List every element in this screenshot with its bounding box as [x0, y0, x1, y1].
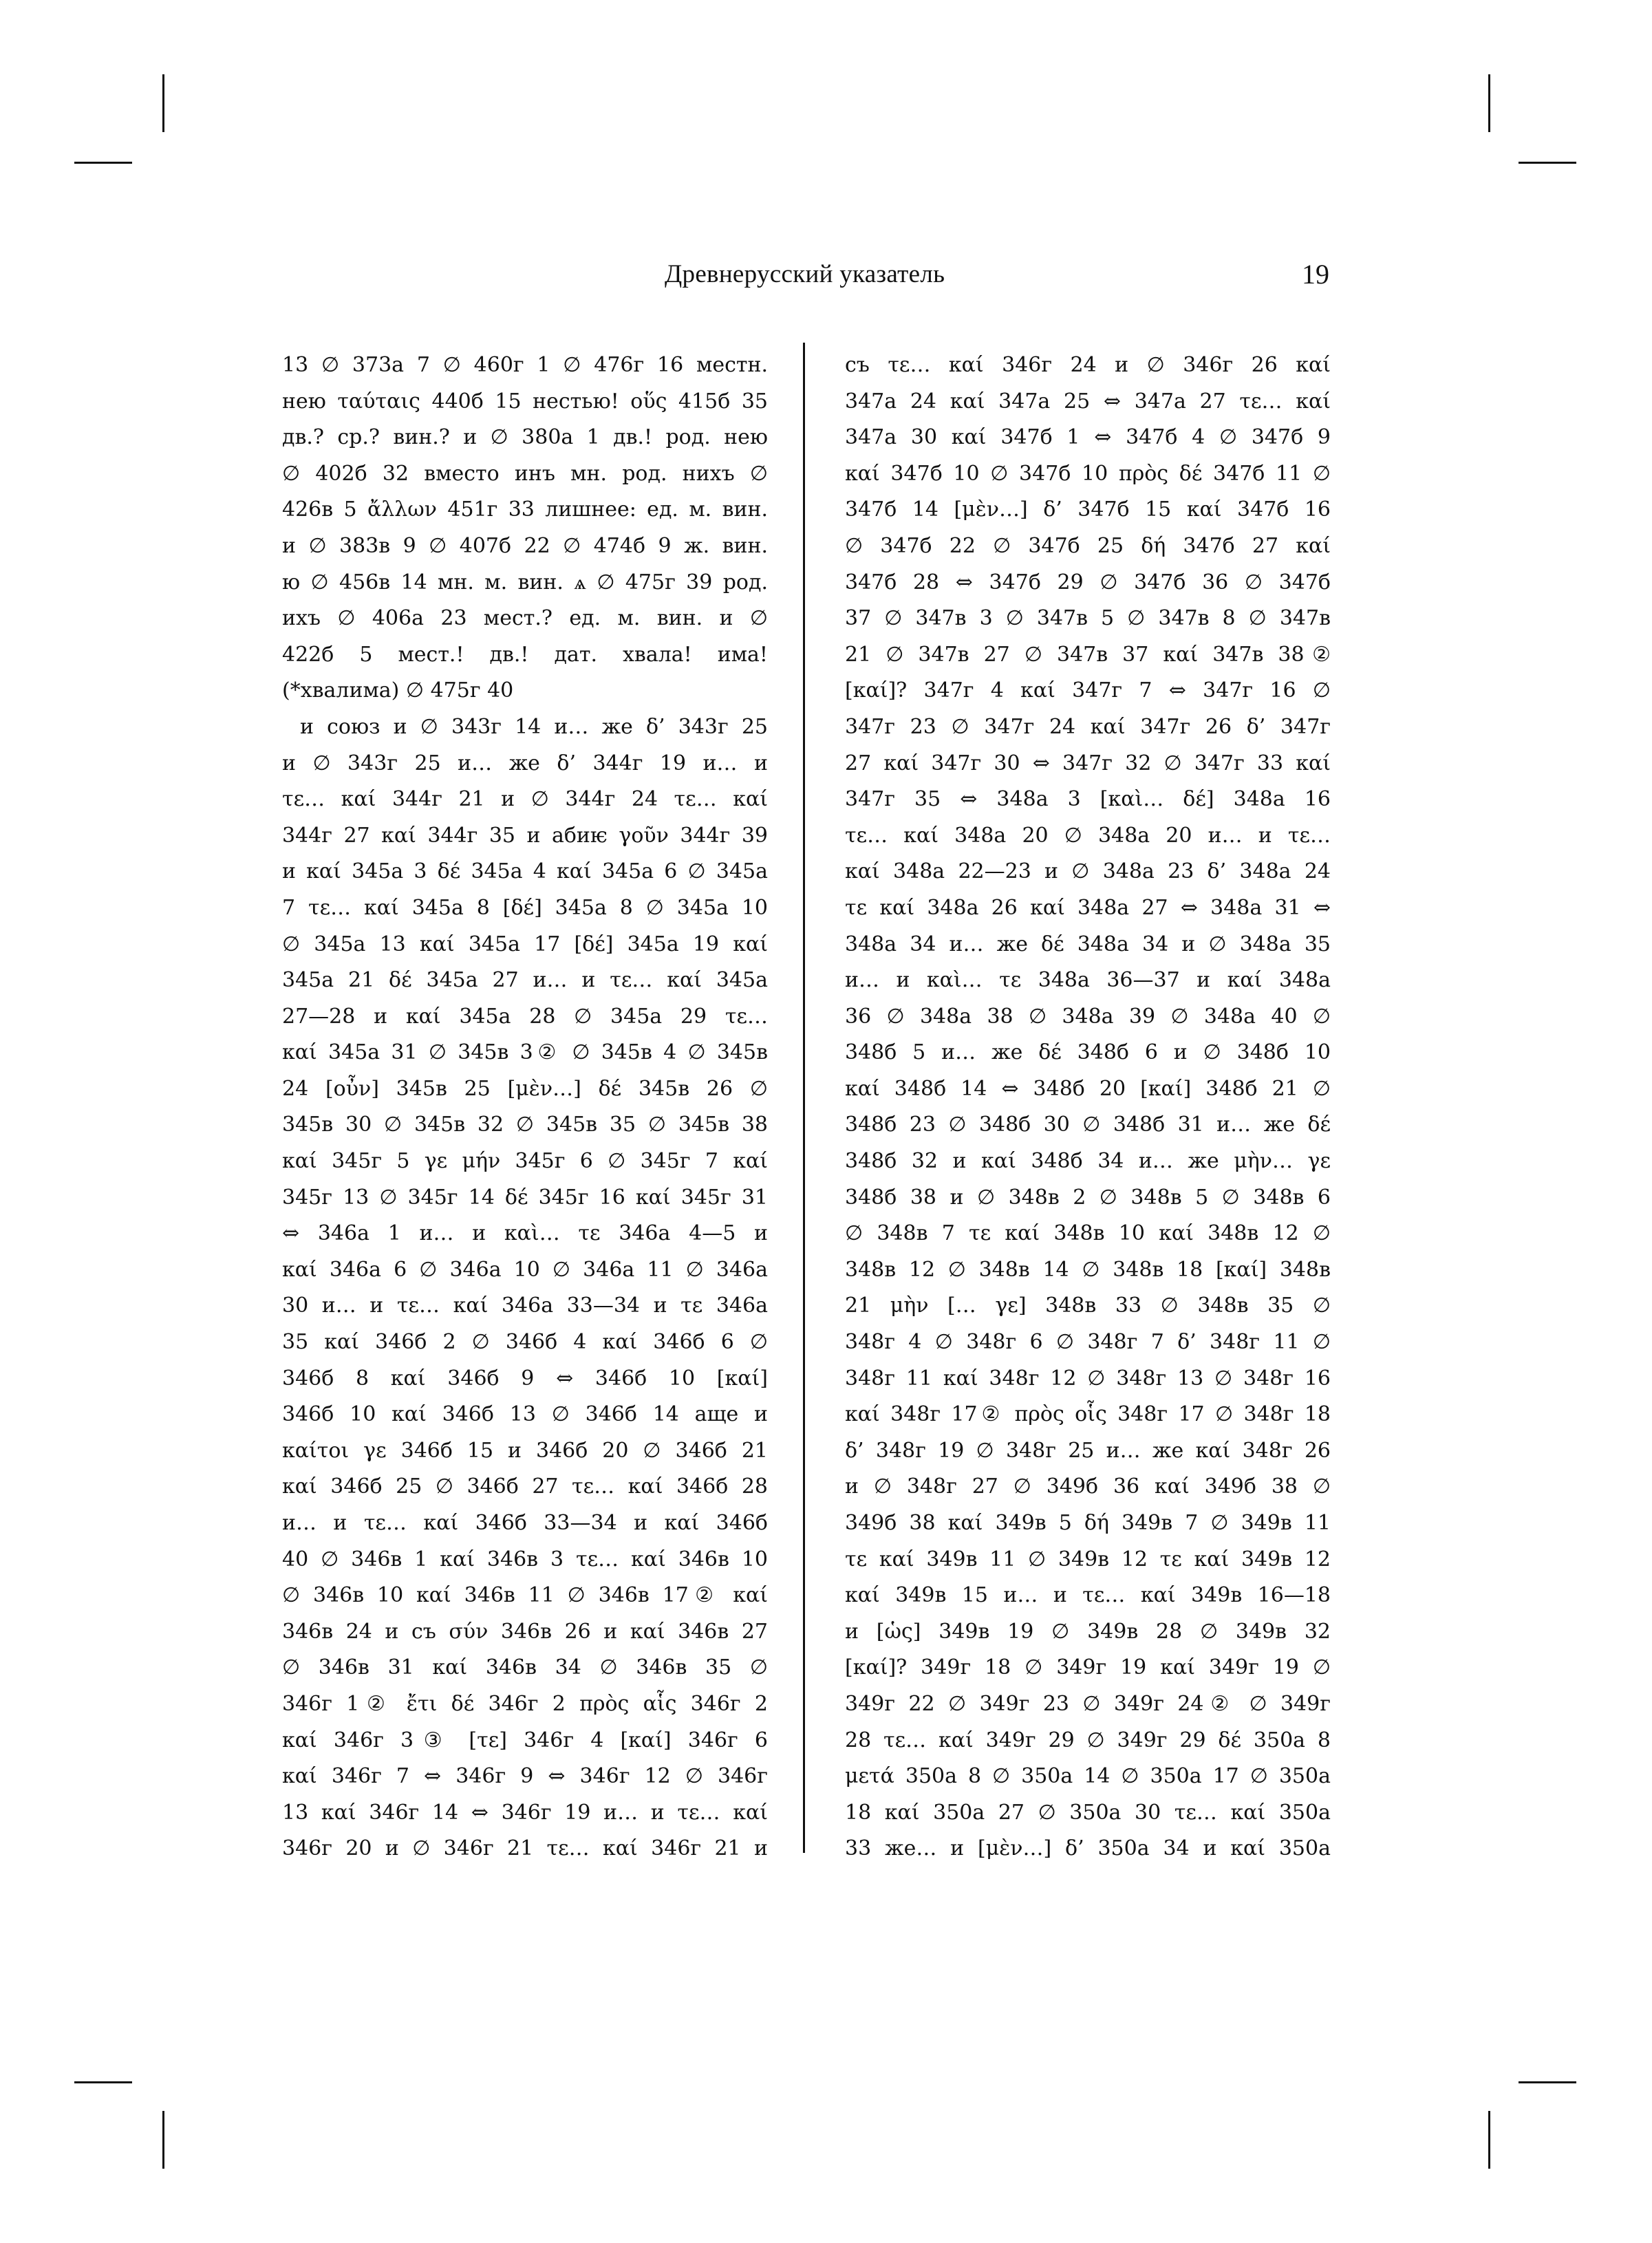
index-line: 347б 28 ⇔ 347б 29 ∅ 347б 36 ∅ 347б	[845, 570, 1331, 594]
column-divider	[803, 343, 805, 1853]
crop-mark-top-right-horizontal	[1519, 162, 1576, 164]
index-line: 344г 27 καί 344г 35 и абиѥ γοῦν 344г 39	[282, 823, 768, 848]
index-line: 348а 34 и… же δέ 348а 34 и ∅ 348а 35	[845, 932, 1331, 956]
index-line: 346б 8 καί 346б 9 ⇔ 346б 10 [καί]	[282, 1366, 768, 1391]
index-line: и ∅ 343г 25 и… же δ’ 344г 19 и… и	[282, 751, 768, 775]
index-line: καί 346г 7 ⇔ 346г 9 ⇔ 346г 12 ∅ 346г	[282, 1764, 768, 1789]
index-line: 422б 5 мест.! дв.! дат. хвала! има!	[282, 642, 768, 667]
index-column-right	[845, 347, 1331, 1861]
index-line: τε… καί 348а 20 ∅ 348а 20 и… и τε…	[845, 823, 1331, 848]
index-line: 348б 5 и… же δέ 348б 6 и ∅ 348б 10	[845, 1040, 1331, 1065]
index-line: 7 τε… καί 345а 8 [δέ] 345а 8 ∅ 345а 10	[282, 895, 768, 920]
index-line: τε καί 348а 26 καί 348а 27 ⇔ 348а 31 ⇔	[845, 895, 1331, 920]
index-line: 21 ∅ 347в 27 ∅ 347в 37 καί 347в 38②	[845, 642, 1331, 667]
index-line: τε καί 349в 11 ∅ 349в 12 τε καί 349в 12	[845, 1547, 1331, 1571]
index-line: δ’ 348г 19 ∅ 348г 25 и… же καί 348г 26	[845, 1438, 1331, 1463]
index-line: ихъ ∅ 406а 23 мест.? ед. м. вин. и ∅	[282, 606, 768, 631]
index-line: ∅ 346в 10 καί 346в 11 ∅ 346в 17② καί	[282, 1583, 768, 1608]
index-line: καί 347б 10 ∅ 347б 10 πρὸς δέ 347б 11 ∅	[845, 461, 1331, 486]
index-line: ю ∅ 456в 14 мн. м. вин. ѧ ∅ 475г 39 род.	[282, 570, 768, 594]
index-line: 347а 24 καί 347а 25 ⇔ 347а 27 τε… καί	[845, 389, 1331, 414]
index-line: 348б 38 и ∅ 348в 2 ∅ 348в 5 ∅ 348в 6	[845, 1185, 1331, 1210]
index-line: (*хвалима) ∅ 475г 40	[282, 678, 514, 703]
index-line: ∅ 348в 7 τε καί 348в 10 καί 348в 12 ∅	[845, 1221, 1331, 1246]
index-line: и ∅ 348г 27 ∅ 349б 36 καί 349б 38 ∅	[845, 1474, 1331, 1499]
index-line: и καί 345а 3 δέ 345а 4 καί 345а 6 ∅ 345а	[282, 859, 768, 884]
index-line: 24 [οὖν] 345в 25 [μὲν…] δέ 345в 26 ∅	[282, 1076, 768, 1101]
index-line: καί 348а 22—23 и ∅ 348а 23 δ’ 348а 24	[845, 859, 1331, 884]
index-line: καί 348б 14 ⇔ 348б 20 [καί] 348б 21 ∅	[845, 1076, 1331, 1101]
running-header	[279, 258, 1329, 299]
index-line: 346б 10 καί 346б 13 ∅ 346б 14 аще и	[282, 1402, 768, 1427]
index-line: καί 346г 3③ [τε] 346г 4 [καί] 346г 6	[282, 1728, 768, 1752]
index-line: 36 ∅ 348а 38 ∅ 348а 39 ∅ 348а 40 ∅	[845, 1004, 1331, 1029]
index-line: 348б 32 и καί 348б 34 и… же μὴν… γε	[845, 1149, 1331, 1174]
index-line: 347б 14 [μὲν…] δ’ 347б 15 καί 347б 16	[845, 497, 1331, 522]
index-line: 345в 30 ∅ 345в 32 ∅ 345в 35 ∅ 345в 38	[282, 1113, 768, 1137]
crop-mark-top-right-vertical	[1488, 74, 1490, 132]
index-line: μετά 350а 8 ∅ 350а 14 ∅ 350а 17 ∅ 350а	[845, 1764, 1331, 1789]
index-line: [καί]? 349г 18 ∅ 349г 19 καί 349г 19 ∅	[845, 1655, 1331, 1680]
index-line: 348г 4 ∅ 348г 6 ∅ 348г 7 δ’ 348г 11 ∅	[845, 1330, 1331, 1355]
index-line: 13 ∅ 373а 7 ∅ 460г 1 ∅ 476г 16 местн.	[282, 353, 768, 377]
index-line: καί 349в 15 и… и τε… καί 349в 16—18	[845, 1583, 1331, 1608]
index-line: καίτοι γε 346б 15 и 346б 20 ∅ 346б 21	[282, 1438, 768, 1463]
index-line: καί 345г 5 γε μήν 345г 6 ∅ 345г 7 καί	[282, 1149, 768, 1174]
index-line: 345а 21 δέ 345а 27 и… и τε… καί 345а	[282, 968, 768, 993]
index-line: и [ὡς] 349в 19 ∅ 349в 28 ∅ 349в 32	[845, 1619, 1331, 1644]
index-line: [καί]? 347г 4 καί 347г 7 ⇔ 347г 16 ∅	[845, 678, 1331, 703]
index-line: и союз и ∅ 343г 14 и… же δ’ 343г 25	[300, 714, 768, 739]
index-line: нею ταύταις 440б 15 нестью! οὕς 415б 35	[282, 389, 768, 414]
index-line: καί 345а 31 ∅ 345в 3② ∅ 345в 4 ∅ 345в	[282, 1040, 768, 1065]
index-line: 13 καί 346г 14 ⇔ 346г 19 и… и τε… καί	[282, 1800, 768, 1825]
index-line: 348в 12 ∅ 348в 14 ∅ 348в 18 [καί] 348в	[845, 1257, 1331, 1282]
index-line: καί 346а 6 ∅ 346а 10 ∅ 346а 11 ∅ 346а	[282, 1257, 768, 1282]
crop-mark-bottom-left-vertical	[162, 2111, 164, 2169]
index-line: 349б 38 καί 349в 5 δή 349в 7 ∅ 349в 11	[845, 1511, 1331, 1535]
index-line: ⇔ 346а 1 и… и καὶ… τε 346а 4—5 и	[282, 1221, 768, 1246]
running-header-title: Древнерусский указатель	[665, 260, 945, 288]
index-line: 33 же… и [μὲν…] δ’ 350а 34 и καί 350а	[845, 1836, 1331, 1861]
index-line: 346в 24 и съ σύν 346в 26 и καί 346в 27	[282, 1619, 768, 1644]
index-line: 21 μὴν [… γε] 348в 33 ∅ 348в 35 ∅	[845, 1294, 1331, 1318]
index-line: 40 ∅ 346в 1 καί 346в 3 τε… καί 346в 10	[282, 1547, 768, 1571]
index-column-left	[282, 347, 768, 1861]
index-line: 35 καί 346б 2 ∅ 346б 4 καί 346б 6 ∅	[282, 1330, 768, 1355]
index-line: и… и τε… καί 346б 33—34 и καί 346б	[282, 1511, 768, 1535]
index-line: ∅ 346в 31 καί 346в 34 ∅ 346в 35 ∅	[282, 1655, 768, 1680]
index-line: 18 καί 350а 27 ∅ 350а 30 τε… καί 350а	[845, 1800, 1331, 1825]
index-line: 27—28 и καί 345а 28 ∅ 345а 29 τε…	[282, 1004, 768, 1029]
index-line: 345г 13 ∅ 345г 14 δέ 345г 16 καί 345г 31	[282, 1185, 768, 1210]
index-line: ∅ 402б 32 вместо инъ мн. род. нихъ ∅	[282, 461, 768, 486]
crop-mark-bottom-right-vertical	[1488, 2111, 1490, 2169]
index-line: 348г 11 καί 348г 12 ∅ 348г 13 ∅ 348г 16	[845, 1366, 1331, 1391]
page-number: 19	[1302, 259, 1329, 290]
index-line: καί 346б 25 ∅ 346б 27 τε… καί 346б 28	[282, 1474, 768, 1499]
index-line: 346г 1② ἔτι δέ 346г 2 πρὸς αἷς 346г 2	[282, 1691, 768, 1716]
index-line: 348б 23 ∅ 348б 30 ∅ 348б 31 и… же δέ	[845, 1113, 1331, 1137]
index-line: 30 и… и τε… καί 346а 33—34 и τε 346а	[282, 1294, 768, 1318]
index-line: τε… καί 344г 21 и ∅ 344г 24 τε… καί	[282, 787, 768, 812]
index-line: 346г 20 и ∅ 346г 21 τε… καί 346г 21 и	[282, 1836, 768, 1861]
index-line: 349г 22 ∅ 349г 23 ∅ 349г 24② ∅ 349г	[845, 1691, 1331, 1716]
crop-mark-bottom-right-horizontal	[1519, 2081, 1576, 2083]
index-line: съ τε… καί 346г 24 и ∅ 346г 26 καί	[845, 353, 1331, 377]
index-line: καί 348г 17② πρὸς οἷς 348г 17 ∅ 348г 18	[845, 1402, 1331, 1427]
index-line: и… и καὶ… τε 348а 36—37 и καί 348а	[845, 968, 1331, 993]
index-line: 347г 35 ⇔ 348а 3 [καὶ… δέ] 348а 16	[845, 787, 1331, 812]
crop-mark-top-left-horizontal	[74, 162, 132, 164]
index-line: 347а 30 καί 347б 1 ⇔ 347б 4 ∅ 347б 9	[845, 425, 1331, 450]
index-line: ∅ 347б 22 ∅ 347б 25 δή 347б 27 καί	[845, 533, 1331, 558]
index-line: 347г 23 ∅ 347г 24 καί 347г 26 δ’ 347г	[845, 714, 1331, 739]
index-line: ∅ 345а 13 καί 345а 17 [δέ] 345а 19 καί	[282, 932, 768, 956]
index-line: 28 τε… καί 349г 29 ∅ 349г 29 δέ 350а 8	[845, 1728, 1331, 1752]
index-line: 37 ∅ 347в 3 ∅ 347в 5 ∅ 347в 8 ∅ 347в	[845, 606, 1331, 631]
crop-mark-bottom-left-horizontal	[74, 2081, 132, 2083]
index-line: дв.? ср.? вин.? и ∅ 380а 1 дв.! род. нею	[282, 425, 768, 450]
index-line: 27 καί 347г 30 ⇔ 347г 32 ∅ 347г 33 καί	[845, 751, 1331, 775]
index-line: 426в 5 ἄλλων 451г 33 лишнее: ед. м. вин.	[282, 497, 768, 522]
crop-mark-top-left-vertical	[162, 74, 164, 132]
index-line: и ∅ 383в 9 ∅ 407б 22 ∅ 474б 9 ж. вин.	[282, 533, 768, 558]
